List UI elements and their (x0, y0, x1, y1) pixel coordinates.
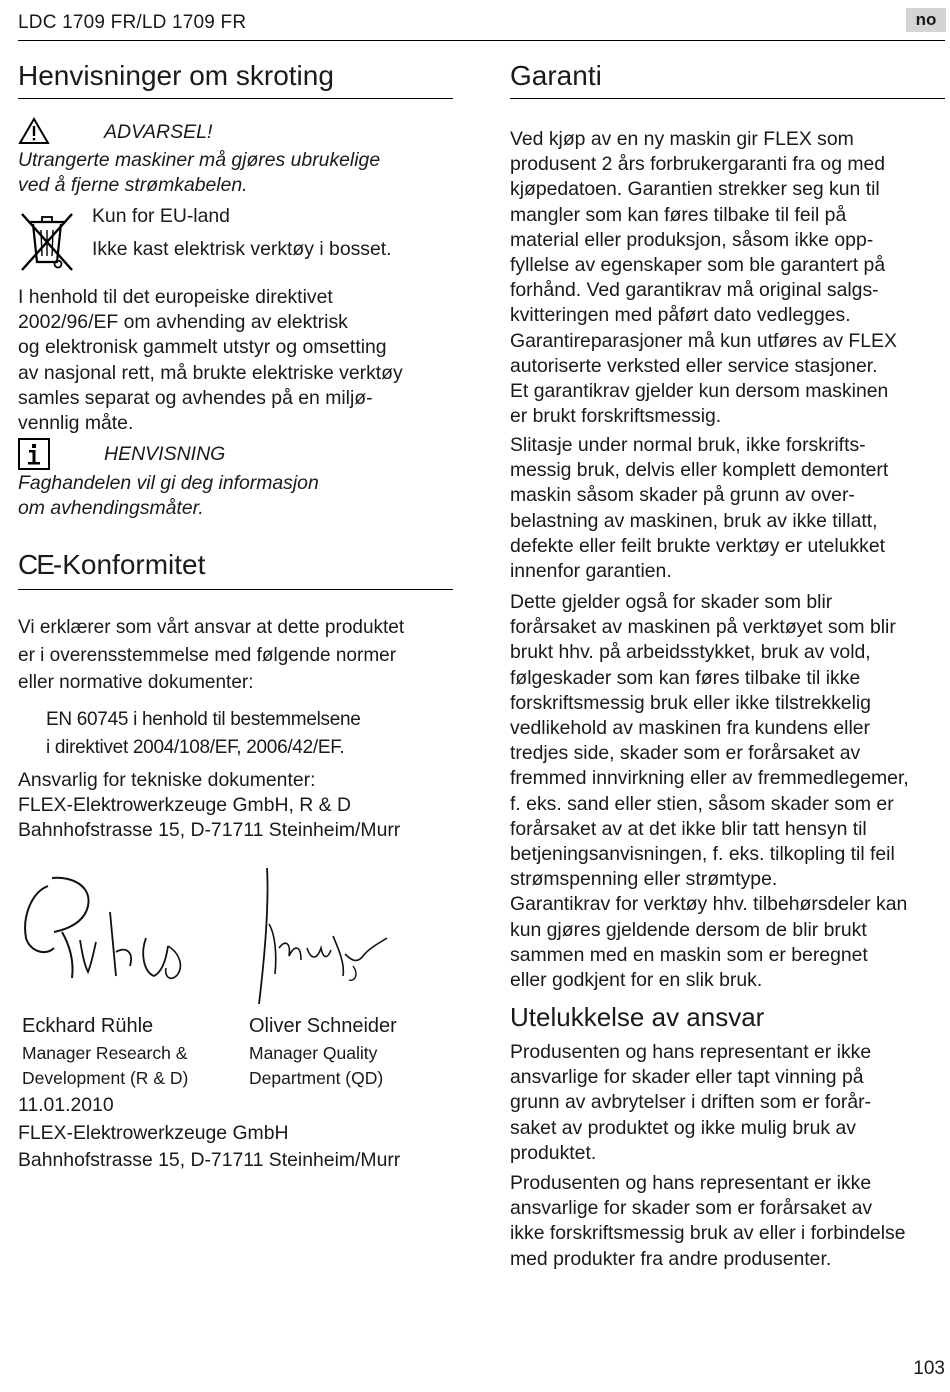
paragraph-line: forskriftsmessig bruk eller ikke tilstrekkelig (510, 691, 871, 714)
paragraph-line: Produsenten og hans representant er ikke (510, 1041, 872, 1063)
note-text-line: Faghandelen vil gi deg informasjon (18, 472, 319, 494)
paragraph-line: kvitteringen med påført dato vedlegges. (510, 304, 851, 327)
paragraph-line: kun gjøres gjeldende dersom de blir brukt (510, 918, 867, 941)
role-line: Manager Quality (249, 1043, 378, 1063)
paragraph-line: EN 60745 i henhold til bestemmelsene (46, 709, 361, 730)
paragraph-line: forhånd. Ved garantikrav må original salgs- (510, 279, 879, 302)
paragraph-line: produsent 2 års forbrukergaranti fra og med (510, 153, 886, 176)
warning-text (18, 148, 453, 198)
paragraph-line: eller godkjent for en slik bruk. (510, 969, 763, 992)
crossed-out-bin-icon (18, 208, 76, 272)
role-line: Development (R & D) (22, 1067, 189, 1088)
signature-date: 11.01.2010 (18, 1094, 114, 1116)
conformity-intro (18, 614, 458, 697)
signer1-name: Eckhard Rühle (22, 1015, 154, 1037)
paragraph-line: og elektronisk gammelt utstyr og omsetting (18, 336, 387, 359)
paragraph-line: strømspenning eller strømtype. (510, 868, 778, 891)
conformity-heading-text: -Konformitet (52, 549, 206, 580)
paragraph-line: Garantikrav for verktøy hhv. tilbehørsdeler kan (510, 893, 908, 916)
page-number: 103 (913, 1358, 945, 1379)
paragraph-line: ansvarlige for skader eller tapt vinning på (510, 1066, 864, 1089)
paragraph-line: ikke forskriftsmessig bruk av eller i forbindelse (510, 1222, 906, 1245)
paragraph-line: Et garantikrav gjelder kun dersom maskinen (510, 380, 889, 403)
paragraph-line: grunn av avbrytelser i driften som er forår- (510, 1091, 872, 1114)
paragraph-line: defekte eller feilt brukte verktøy er utelukket (510, 534, 886, 557)
paragraph-line: kjøpedatoen. Garantien strekker seg kun til (510, 178, 880, 201)
signature-schneider (245, 864, 390, 1014)
conformity-heading (18, 549, 453, 590)
warning-text-line: Utrangerte maskiner må gjøres ubrukelige (18, 149, 381, 171)
liability-paragraph-2 (510, 1171, 950, 1272)
paragraph-line: 2002/96/EF om avhending av elektrisk (18, 311, 348, 334)
disposal-heading: Henvisninger om skroting (18, 60, 453, 99)
paragraph-line: betjeningsanvisningen, f. eks. tilkopling til feil (510, 843, 895, 866)
warning-triangle-icon (18, 117, 50, 145)
warning-title: ADVARSEL! (104, 121, 213, 143)
role-line: Manager Research & (22, 1043, 188, 1063)
paragraph-line: vennlig måte. (18, 412, 134, 435)
paragraph-line: forårsaket av maskinen på verktøyet som blir (510, 616, 896, 639)
paragraph-line: saket av produktet og ikke mulig bruk av (510, 1116, 856, 1139)
ce-mark-icon: CE (18, 549, 53, 580)
warning-text-line: ved å fjerne strømkabelen. (18, 174, 248, 197)
paragraph-line: tredjes side, skader som er forårsaket av (510, 742, 861, 765)
company-name: FLEX-Elektrowerkzeuge GmbH (18, 1121, 289, 1144)
note-text (18, 471, 453, 521)
paragraph-line: er brukt forskriftsmessig. (510, 405, 722, 428)
note-text-line: om avhendingsmåter. (18, 497, 204, 520)
paragraph-line: autoriserte verksted eller service stasjoner. (510, 354, 878, 377)
signature-date-block (18, 1092, 458, 1175)
signature-ruhle (18, 872, 198, 992)
paragraph-line: mangler som kan føres tilbake til feil på (510, 203, 847, 226)
document-model-header: LDC 1709 FR/LD 1709 FR (18, 12, 247, 33)
conformity-norms (46, 706, 456, 761)
paragraph-line: produktet. (510, 1141, 597, 1164)
paragraph-line: forårsaket av at det ikke blir tatt hensyn til (510, 817, 867, 840)
company-address: Bahnhofstrasse 15, D-71711 Steinheim/Murr (18, 1149, 401, 1171)
paragraph-line: belastning av maskinen, bruk av ikke tillatt, (510, 509, 878, 532)
signer2-role (249, 1041, 383, 1090)
paragraph-line: er i overensstemmelse med følgende normer (18, 644, 397, 666)
paragraph-line: av nasjonal rett, må brukte elektriske verktøy (18, 361, 403, 384)
signer1-role (22, 1041, 188, 1090)
paragraph-line: Slitasje under normal bruk, ikke forskrifts- (510, 434, 866, 456)
signer2-name: Oliver Schneider (249, 1015, 397, 1037)
weee-directive-paragraph (18, 285, 458, 436)
role-line: Department (QD) (249, 1067, 384, 1088)
warranty-paragraph-2 (510, 433, 950, 584)
paragraph-line: fremmed innvirkning eller av fremmedlegemer, (510, 767, 909, 790)
paragraph-line: maskin såsom skader på grunn av over- (510, 484, 855, 507)
header-divider (18, 40, 945, 41)
language-badge: no (906, 8, 946, 32)
paragraph-line: fyllelse av egenskaper som ble garantert på (510, 254, 886, 277)
info-icon (18, 438, 50, 470)
paragraph-line: i direktivet 2004/108/EF, 2006/42/EF. (46, 736, 345, 758)
paragraph-line: f. eks. sand eller stien, såsom skader som er (510, 792, 894, 815)
paragraph-line: Ved kjøp av en ny maskin gir FLEX som (510, 128, 854, 150)
paragraph-line: eller normative dokumenter: (18, 672, 254, 693)
paragraph-line: innenfor garantien. (510, 560, 672, 583)
liability-paragraph-1 (510, 1040, 950, 1166)
paragraph-line: Vi erklærer som vårt ansvar at dette produktet (18, 617, 405, 638)
liability-heading: Utelukkelse av ansvar (510, 1002, 765, 1032)
paragraph-line: Bahnhofstrasse 15, D-71711 Steinheim/Murr (18, 819, 401, 842)
paragraph-line: vedlikehold av maskinen fra kundens eller (510, 717, 871, 740)
paragraph-line: Ansvarlig for tekniske dokumenter: (18, 769, 316, 791)
paragraph-line: brukt hhv. på arbeidsstykket, bruk av vold, (510, 641, 871, 664)
eu-only-text: Kun for EU-land (92, 205, 230, 227)
paragraph-line: sammen med en maskin som er beregnet (510, 943, 868, 966)
paragraph-line: ansvarlige for skader som er forårsaket av (510, 1197, 873, 1220)
paragraph-line: samles separat og avhendes på en miljø- (18, 386, 373, 409)
warranty-heading: Garanti (510, 60, 945, 99)
warranty-paragraph-3 (510, 590, 950, 993)
no-household-waste-text: Ikke kast elektrisk verktøy i bosset. (92, 238, 392, 260)
technical-docs-responsible (18, 768, 458, 844)
paragraph-line: Dette gjelder også for skader som blir (510, 591, 833, 613)
paragraph-line: material eller produksjon, såsom ikke opp- (510, 228, 874, 251)
paragraph-line: følgeskader som kan føres tilbake til ikke (510, 666, 861, 689)
paragraph-line: Garantireparasjoner må kun utføres av FLEX (510, 329, 897, 352)
paragraph-line: I henhold til det europeiske direktivet (18, 286, 333, 308)
warranty-paragraph-1 (510, 127, 950, 429)
paragraph-line: FLEX-Elektrowerkzeuge GmbH, R & D (18, 794, 351, 817)
paragraph-line: messig bruk, delvis eller komplett demontert (510, 459, 889, 482)
paragraph-line: Produsenten og hans representant er ikke (510, 1172, 872, 1194)
paragraph-line: med produkter fra andre produsenter. (510, 1247, 832, 1270)
note-title: HENVISNING (104, 443, 226, 465)
